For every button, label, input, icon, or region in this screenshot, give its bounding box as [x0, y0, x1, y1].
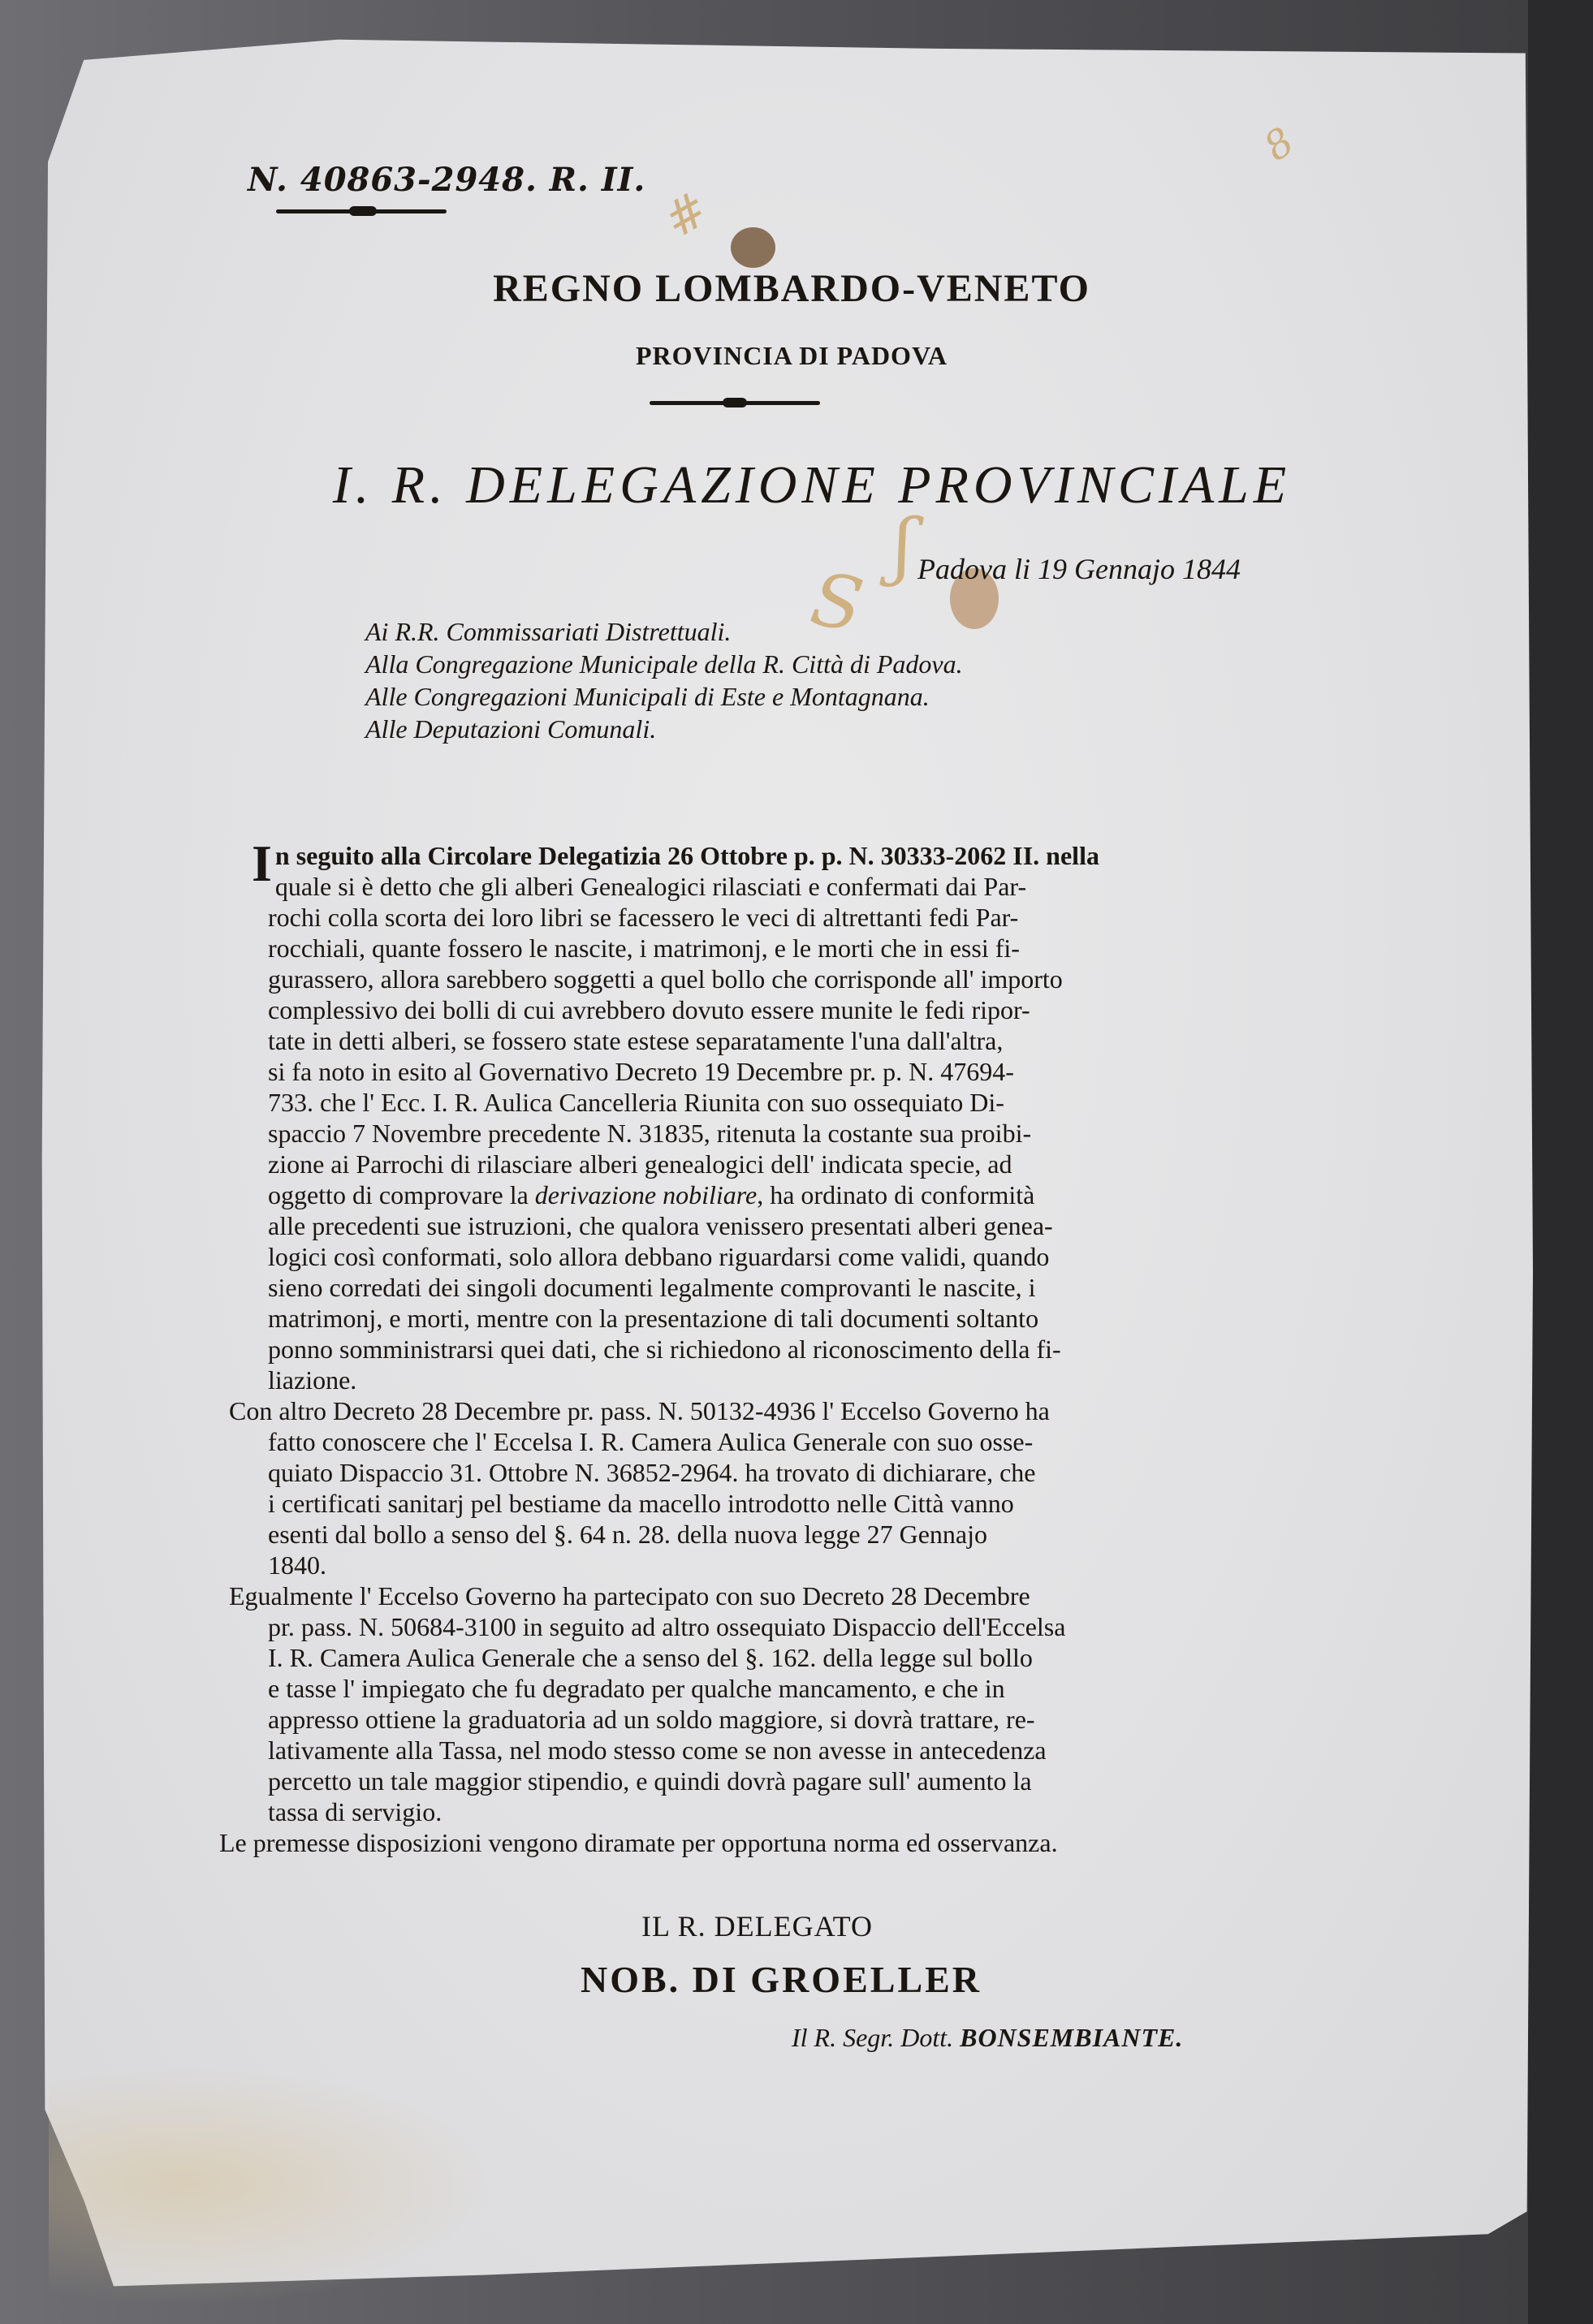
ink-stain — [731, 227, 775, 268]
body-line: fatto conoscere che l' Eccelsa I. R. Camera Aulica Generale con suo osse- — [268, 1427, 1034, 1456]
body-line — [268, 1179, 1405, 1210]
date-line: Padova li 19 Gennajo 1844 — [917, 553, 1241, 585]
body-line: i certificati sanitarj pel bestiame da macello introdotto nelle Città vanno — [268, 1489, 1014, 1518]
province-heading: PROVINCIA DI PADOVA — [635, 341, 948, 370]
italic-phrase: derivazione nobiliare — [534, 1180, 758, 1209]
reference-number: N. 40863-2948. R. II. — [248, 161, 646, 199]
body-line: quiato Dispaccio 31. Ottobre N. 36852-2964. ha trovato di dichiarare, che — [268, 1458, 1036, 1487]
body-line: 733. che l' Ecc. I. R. Aulica Cancelleria Riunita con suo ossequiato Di- — [268, 1088, 1004, 1117]
body-line: rochi colla scorta dei loro libri se facessero le veci di altrettanti fedi Par- — [268, 903, 1019, 932]
body-line: e tasse l' impiegato che fu degradato per qualche mancamento, e che in — [268, 1674, 1005, 1703]
body-line: lativamente alla Tassa, nel modo stesso come se non avesse in antecedenza — [268, 1735, 1047, 1765]
body-text: oggetto di comprovare la — [268, 1180, 535, 1209]
office-heading: I. R. DELEGAZIONE PROVINCIALE — [332, 455, 1292, 515]
body-line: sieno corredati dei singoli documenti legalmente comprovanti le nascite, i — [268, 1273, 1036, 1302]
kingdom-heading: REGNO LOMBARDO-VENETO — [493, 267, 1090, 310]
body-line: gurassero, allora sarebbero soggetti a quel bollo che corrisponde all' importo — [268, 964, 1063, 994]
dark-background — [1528, 0, 1593, 2324]
secretary-line — [792, 2023, 1183, 2053]
body-line: esenti dal bollo a senso del §. 64 n. 28. della nuova legge 27 Gennajo — [268, 1520, 988, 1549]
paragraph-3 — [229, 1580, 1405, 1827]
body-line: Egualmente l' Eccelso Governo ha partecipato con suo Decreto 28 Decembre — [229, 1581, 1030, 1610]
handwritten-annotation: ʃ — [893, 503, 913, 589]
body-line: complessivo dei bolli di cui avrebbero dovuto essere munite le fedi ripor- — [268, 995, 1030, 1024]
recipient: Alle Deputazioni Comunali. — [365, 714, 657, 744]
handwritten-annotation: 8 — [1255, 119, 1302, 170]
body-line: Le premesse disposizioni vengono diramate per opportuna norma ed osservanza. — [219, 1828, 1058, 1857]
signatory-title: IL R. DELEGATO — [641, 1910, 873, 1942]
paragraph-1 — [252, 834, 1405, 1395]
body-line: I. R. Camera Aulica Generale che a senso del §. 162. della legge sul bollo — [268, 1643, 1033, 1672]
body-line: spaccio 7 Novembre precedente N. 31835, ritenuta la costante sua proibi- — [268, 1119, 1032, 1148]
secretary-prefix: Il R. Segr. Dott. — [792, 2023, 954, 2052]
secretary-name: BONSEMBIANTE. — [960, 2023, 1184, 2052]
water-stain — [49, 2062, 503, 2305]
recipient: Alle Congregazioni Municipali di Este e Montagnana. — [365, 682, 930, 711]
body-line: pr. pass. N. 50684-3100 in seguito ad altro ossequiato Dispaccio dell'Eccelsa — [268, 1612, 1066, 1641]
recipient: Alla Congregazione Municipale della R. Città di Padova. — [365, 649, 963, 679]
body-line: rocchiali, quante fossero le nascite, i matrimonj, e le morti che in essi fi- — [268, 933, 1020, 963]
recipient: Ai R.R. Commissariati Distrettuali. — [365, 617, 732, 646]
paragraph-2 — [229, 1395, 1405, 1580]
recipients-list — [365, 615, 963, 745]
body-line: matrimonj, e morti, mentre con la presentazione di tali documenti soltanto — [268, 1304, 1039, 1333]
body-line: Con altro Decreto 28 Decembre pr. pass. N. 50132-4936 l' Eccelso Governo ha — [229, 1396, 1050, 1425]
body-line: n seguito alla Circolare Delegatizia 26 Ottobre p. p. N. 30333-2062 II. nella — [274, 841, 1099, 870]
body-line: tassa di servigio. — [268, 1797, 442, 1826]
body-text: , ha ordinato di conformità — [757, 1180, 1035, 1209]
signatory-name: NOB. DI GROELLER — [581, 1959, 982, 2000]
body-line: percetto un tale maggior stipendio, e quindi dovrà pagare sull' aumento la — [268, 1766, 1032, 1796]
ornamental-rule — [650, 401, 820, 405]
paragraph-4 — [219, 1827, 1405, 1858]
body-line: tate in detti alberi, se fossero state estese separatamente l'una dall'altra, — [268, 1026, 1004, 1055]
body-line: ponno somministrarsi quei dati, che si richiedono al riconoscimento della fi- — [268, 1334, 1061, 1364]
body-line: appresso ottiene la graduatoria ad un soldo maggiore, si dovrà trattare, re- — [268, 1705, 1035, 1734]
handwritten-annotation: S — [805, 556, 870, 649]
body-line: quale si è detto che gli alberi Genealogici rilasciati e confermati dai Par- — [274, 872, 1027, 901]
ornamental-rule — [276, 209, 447, 213]
body-line: alle precedenti sue istruzioni, che qualora venissero presentati alberi genea- — [268, 1211, 1053, 1240]
body-line: logici così conformati, solo allora debbano riguardarsi come validi, quando — [268, 1242, 1050, 1271]
body-line: liazione. — [268, 1365, 357, 1395]
body-line: si fa noto in esito al Governativo Decreto 19 Decembre pr. p. N. 47694- — [268, 1057, 1014, 1086]
handwritten-annotation: # — [654, 180, 719, 250]
document-body — [219, 834, 1405, 1858]
drop-cap: I — [252, 834, 272, 892]
body-line: zione ai Parrochi di rilasciare alberi genealogici dell' indicata specie, ad — [268, 1149, 1012, 1179]
body-line: 1840. — [268, 1550, 326, 1580]
